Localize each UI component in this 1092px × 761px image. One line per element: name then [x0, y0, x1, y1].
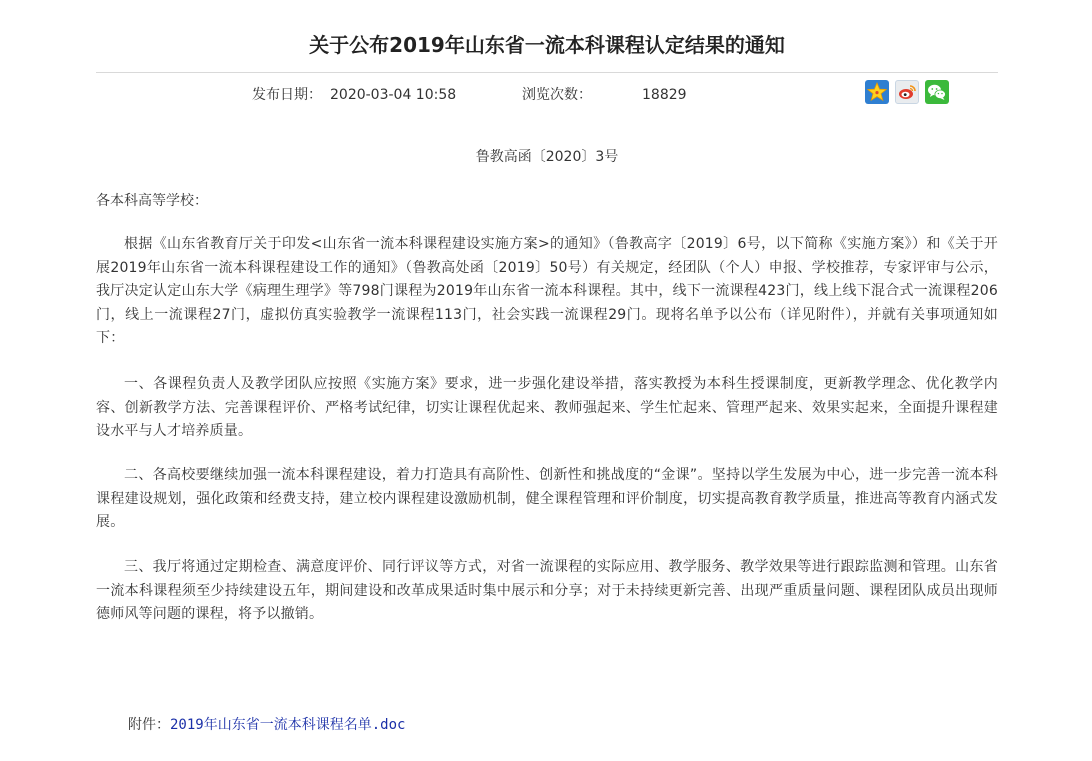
- view-count-label: 浏览次数：: [522, 87, 592, 103]
- body-paragraph-1: 一、各课程负责人及教学团队应按照《实施方案》要求，进一步强化建设举措，落实教授为本科生授课制度，更新教学理念、优化教学内容、创新教学方法、完善课程评价、严格考试纪律，切实让课程优起来、教师强起来、学生忙起来、管理严起来、效果实起来，全面提升课程建设水平与人才培养质量。: [96, 376, 998, 439]
- attachment-label: 附件：: [128, 717, 170, 733]
- favorite-star-icon[interactable]: [865, 80, 889, 104]
- page-title: 关于公布2019年山东省一流本科课程认定结果的通知: [309, 33, 785, 57]
- view-count-value: 18829: [642, 87, 687, 103]
- title-divider: [96, 72, 998, 73]
- salutation: 各本科高等学校：: [96, 193, 208, 209]
- body-paragraph-intro: 根据《山东省教育厅关于印发<山东省一流本科课程建设实施方案>的通知》（鲁教高字〔2019〕6号，以下简称《实施方案》）和《关于开展2019年山东省一流本科课程建设工作的通知》（鲁教高处函〔2019〕50号）有关规定，经团队（个人）申报、学校推荐，专家评审与公示，我厅决定认定山东大学《病理生理学》等798门课程为2019年山东省一流本科课程。其中，线下一流课程423门，线上线下混合式一流课程206门，线上一流课程27门，虚拟仿真实验教学一流课程113门，社会实践一流课程29门。现将名单予以公布（详见附件），并就有关事项通知如下：: [96, 236, 998, 346]
- attachment-row: [128, 714, 405, 736]
- body-paragraph-3: 三、我厅将通过定期检查、满意度评价、同行评议等方式，对省一流课程的实际应用、教学服务、教学效果等进行跟踪监测和管理。山东省一流本科课程须至少持续建设五年，期间建设和改革成果适时集中展示和分享；对于未持续更新完善、出现严重质量问题、课程团队成员出现师德师风等问题的课程，将予以撤销。: [96, 559, 998, 622]
- attachment-link[interactable]: 2019年山东省一流本科课程名单.doc: [170, 717, 406, 733]
- document-number: 鲁教高函〔2020〕3号: [475, 149, 619, 165]
- publish-date-label: 发布日期：: [252, 87, 322, 103]
- weibo-icon[interactable]: [895, 80, 919, 104]
- wechat-icon[interactable]: [925, 80, 949, 104]
- publish-date-value: 2020-03-04 10:58: [330, 87, 457, 103]
- body-paragraph-2: 二、各高校要继续加强一流本科课程建设，着力打造具有高阶性、创新性和挑战度的“金课”。坚持以学生发展为中心，进一步完善一流本科课程建设规划，强化政策和经费支持，建立校内课程建设激励机制，健全课程管理和评价制度，切实提高教育教学质量，推进高等教育内涵式发展。: [96, 467, 998, 530]
